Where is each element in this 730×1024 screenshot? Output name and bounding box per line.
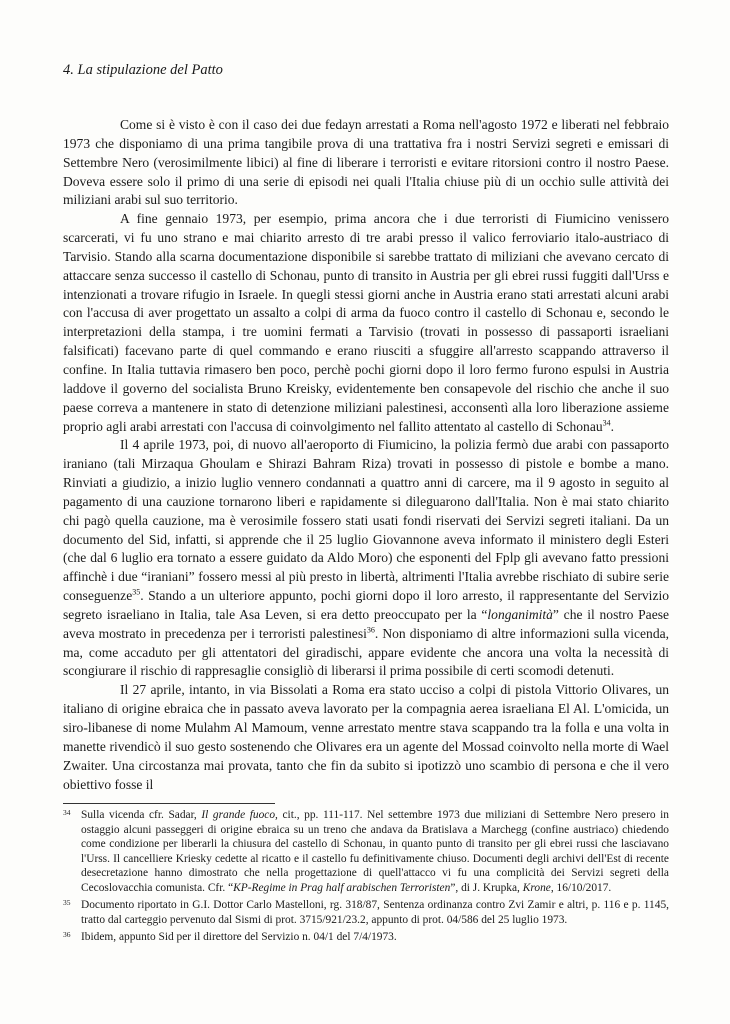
footnote-reference: 35 — [132, 587, 141, 597]
footnote-number: 36 — [63, 930, 71, 939]
text-run: Ibidem, appunto Sid per il direttore del Servizio n. 04/1 del 7/4/1973. — [81, 931, 397, 943]
body-paragraph — [63, 210, 669, 436]
text-run: cit., pp. 111-117. Nel settembre 1973 due miliziani di Settembre Nero presero in ostaggio alcuni passeggeri di origine ebraica su un treno che andava da Bratislava a Marchegg (confine austriaco) chiedendo come condizione per liberarli la chiusura del castello di Schonau, in quanto punto di transito per gli ebrei russi che lasciavano l'Urss. Il cancelliere Kriesky cedette al ricatto e il castello fu definitivamente chiuso. Documenti degli archivi dell'Est di recente desecretazione hanno dimostrato che nella progettazione di quell'attacco vi fu una complicità dei Servizi segreti della Cecoslovacchia comunista. Cfr. “ — [81, 809, 670, 894]
text-run: Il 4 aprile 1973, poi, di nuovo all'aeroporto di Fiumicino, la polizia fermò due arabi con passaporto iraniano (tali Mirzaqua Ghoulam e Shirazi Bahram Riza) trovati in possesso di pistole e bombe a mano. Rinviati a giudizio, a inizio luglio vennero condannati a quattro anni di carcere, ma il 9 agosto in seguito al pagamento di una cauzione tornarono liberi e rapidamente si dileguarono dall'Italia. Non è mai stato chiarito chi pagò quella cauzione, ma è verosimile fossero stati usati fondi riservati dei Servizi segreti italiani. Da un documento del Sid, infatti, si apprende che il 25 luglio Giovannone aveva informato il ministero degli Esteri (che dal 6 luglio era tornato a essere guidato da Aldo Moro) che esponenti del Fplp gli avevano fatto pressioni affinchè i due “iraniani” fossero messi al più presto in libertà, altrimenti l'Italia avrebbe rischiato di subire serie conseguenze — [63, 437, 669, 604]
footnote-35 — [63, 898, 669, 927]
footnote-36 — [63, 930, 669, 945]
section-heading: 4. La stipulazione del Patto — [63, 62, 223, 78]
body-paragraph — [63, 681, 669, 794]
italic-text: longanimità — [487, 606, 553, 622]
text-run: ”, di J. Krupka, — [450, 881, 523, 894]
footnotes — [63, 808, 669, 948]
text-run: . Stando a un ulteriore appunto, pochi giorni dopo il loro arresto, il rappresentante del Servizio segreto israeliano in Italia, tale Asa Leven, si era detto preoccupato per la “ — [63, 588, 669, 622]
italic-text: KP-Regime in Prag half arabischen Terroristen — [233, 881, 451, 894]
footnote-number: 34 — [63, 808, 71, 817]
text-run: . — [610, 418, 615, 434]
body-paragraph — [63, 436, 669, 681]
text-run: Sulla vicenda cfr. Sadar, — [81, 809, 202, 821]
text-run: . Non disponiamo di altre informazioni sulla vicenda, ma, come accaduto per gli attentatori del giradischi, appare evidente che ancora una volta la necessità di scongiurare il rischio di rappresaglie consigliò di liberarsi il prima possibile di certi scomodi detenuti. — [63, 625, 669, 679]
body-text — [63, 116, 669, 794]
italic-text: Krone — [522, 881, 551, 894]
text-run: Come si è visto è con il caso dei due fedayn arrestati a Roma nell'agosto 1972 e liberati nel febbraio 1973 che disponiamo di una prima tangibile prova di una trattativa fra i nostri Servizi segreti e emissari di Settembre Nero (verosimilmente libici) al fine di liberare i terroristi e evitare ritorsioni contro il nostro Paese. Doveva essere solo il primo di una serie di episodi nei quali l'Italia chiuse più di un occhio sulle attività dei miliziani arabi sul suo territorio. — [63, 117, 669, 208]
footnote-divider — [63, 803, 275, 804]
footnote-number: 35 — [63, 898, 71, 907]
text-run: Il 27 aprile, intanto, in via Bissolati a Roma era stato ucciso a colpi di pistola Vittorio Olivares, un italiano di origine ebraica che in passato aveva lavorato per la compagnia aerea israeliana El Al. L'omicida, un siro-libanese di nome Mulahm Al Mamoum, venne arrestato mentre stava scappando tra la folla e una volta in manette rivendicò il suo gesto sostenendo che Olivares era un agente del Mossad coinvolto nella morte di Wael Zwaiter. Una circostanza mai provata, tanto che fin da subito si ipotizzò uno scambio di persona e che il vero obiettivo fosse il — [63, 682, 669, 792]
footnote-reference: 36 — [366, 625, 375, 635]
text-run: A fine gennaio 1973, per esempio, prima ancora che i due terroristi di Fiumicino venissero scarcerati, vi fu uno strano e mai chiarito arresto di tre arabi presso il valico ferroviario italo-austriaco di Tarvisio. Stando alla scarna documentazione disponibile si sarebbe trattato di miliziani che avevano cercato di attaccare senza successo il castello di Schonau, punto di transito in Austria per gli ebrei russi fuggiti dall'Urss e intenzionati a trovare rifugio in Israele. In quegli stessi giorni anche in Austria erano stati arrestati alcuni arabi con l'accusa di aver progettato un assalto a colpi di arma da fuoco contro il castello di Schonau e, secondo le interpretazioni della stampa, i tre uomini fermati a Tarvisio (trovati in possesso di passaporti israeliani falsificati) facevano parte di quel commando e erano riusciti a sfuggire all'arresto scappando attraverso il confine. In Italia tuttavia rimasero ben poco, perchè pochi giorni dopo il loro fermo furono espulsi in Austria laddove il governo del socialista Bruno Kreisky, evidentemente ben consapevole del rischio che anche il suo paese correva a mantenere in stato di detenzione miliziani palestinesi, acconsentì alla loro liberazione assieme proprio agli arabi arrestati con l'accusa di coinvolgimento nel fallito attentato al castello di Schonau — [63, 211, 669, 434]
footnote-34 — [63, 808, 669, 895]
body-paragraph — [63, 116, 669, 210]
text-run: ” che il nostro Paese aveva mostrato in precedenza per i terroristi palestinesi — [63, 606, 669, 641]
text-run: Documento riportato in G.I. Dottor Carlo Mastelloni, rg. 318/87, Sentenza ordinanza contro Zvi Zamir e altri, p. 116 e p. 1145, tratto dal carteggio pervenuto dal Sismi di prot. 3715/921/23.2, appunto di prot. 04/586 del 25 luglio 1973. — [81, 899, 669, 926]
footnote-reference: 34 — [602, 417, 611, 427]
text-run: , 16/10/2017. — [550, 881, 612, 894]
italic-text: Il grande fuoco, — [201, 809, 278, 821]
